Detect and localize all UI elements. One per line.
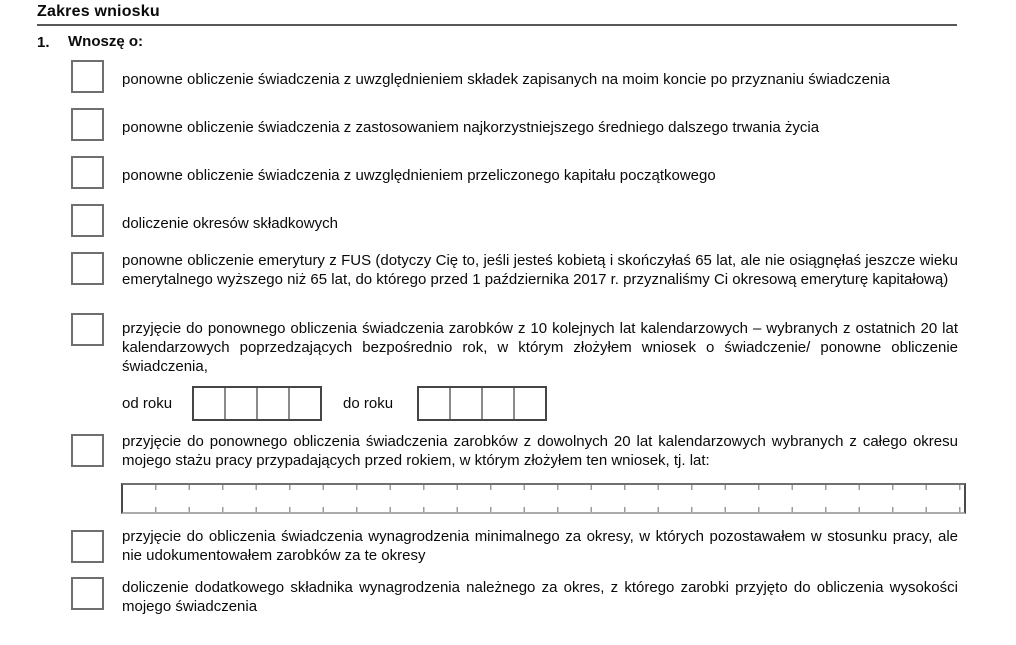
checkbox-option-5[interactable]: [71, 252, 104, 285]
section-number: 1.: [37, 34, 50, 51]
option-label-6: przyjęcie do ponownego obliczenia świadczenia zarobków z 10 kolejnych lat kalendarzowych – wybranych z ostatnich 20 lat kalendarzowych poprzedzających bezpośrednio rok, w którym złożyłem wniosek o świadczenie/ ponowne obliczenie świadczenia,: [122, 320, 958, 375]
checkbox-option-8[interactable]: [71, 530, 104, 563]
option-label-5: ponowne obliczenie emerytury z FUS (dotyczy Cię to, jeśli jesteś kobietą i skończyłaś 65 lat, ale nie osiągnęłaś jeszcze wieku emerytalnego wyższego niż 65 lat, do którego przed 1 października 2017 r. przyznaliśmy Ci okresową emeryturę kapitałową): [122, 252, 958, 288]
option-label-9: doliczenie dodatkowego składnika wynagrodzenia należnego za okres, z którego zarobki przyjęto do obliczenia wysokości mojego świadczenia: [122, 579, 958, 615]
year-digit-cell[interactable]: [451, 388, 483, 419]
checkbox-option-9[interactable]: [71, 577, 104, 610]
option-label-8: przyjęcie do obliczenia świadczenia wynagrodzenia minimalnego za okresy, w których pozostawałem w stosunku pracy, ale nie udokumentowałem zarobków za te okresy: [122, 528, 958, 564]
years-list-input[interactable]: [121, 483, 966, 514]
option-label-1: ponowne obliczenie świadczenia z uwzględnieniem składek zapisanych na moim koncie po przyznaniu świadczenia: [122, 71, 890, 88]
year-digit-cell[interactable]: [419, 388, 451, 419]
option-label-4: doliczenie okresów składkowych: [122, 215, 338, 232]
year-from-label: od roku: [122, 395, 173, 412]
year-from-input[interactable]: [192, 386, 322, 421]
section-heading: Wnoszę o:: [68, 33, 143, 50]
checkbox-option-4[interactable]: [71, 204, 104, 237]
year-digit-cell[interactable]: [258, 388, 290, 419]
year-digit-cell[interactable]: [483, 388, 515, 419]
checkbox-option-6[interactable]: [71, 313, 104, 346]
year-to-label: do roku: [343, 395, 394, 412]
checkbox-option-1[interactable]: [71, 60, 104, 93]
checkbox-option-3[interactable]: [71, 156, 104, 189]
year-digit-cell[interactable]: [515, 388, 545, 419]
year-digit-cell[interactable]: [290, 388, 320, 419]
option-label-3: ponowne obliczenie świadczenia z uwzględnieniem przeliczonego kapitału początkowego: [122, 167, 716, 184]
option-label-2: ponowne obliczenie świadczenia z zastosowaniem najkorzystniejszego średniego dalszego trwania życia: [122, 119, 820, 136]
title-underline: [37, 24, 957, 26]
year-digit-cell[interactable]: [194, 388, 226, 419]
year-to-input[interactable]: [417, 386, 547, 421]
page-title: Zakres wniosku: [37, 3, 160, 20]
checkbox-option-2[interactable]: [71, 108, 104, 141]
year-digit-cell[interactable]: [226, 388, 258, 419]
option-label-7: przyjęcie do ponownego obliczenia świadczenia zarobków z dowolnych 20 lat kalendarzowych wybranych z całego okresu mojego stażu pracy przypadających przed rokiem, w którym złożyłem ten wniosek, tj. lat:: [122, 433, 958, 469]
checkbox-option-7[interactable]: [71, 434, 104, 467]
